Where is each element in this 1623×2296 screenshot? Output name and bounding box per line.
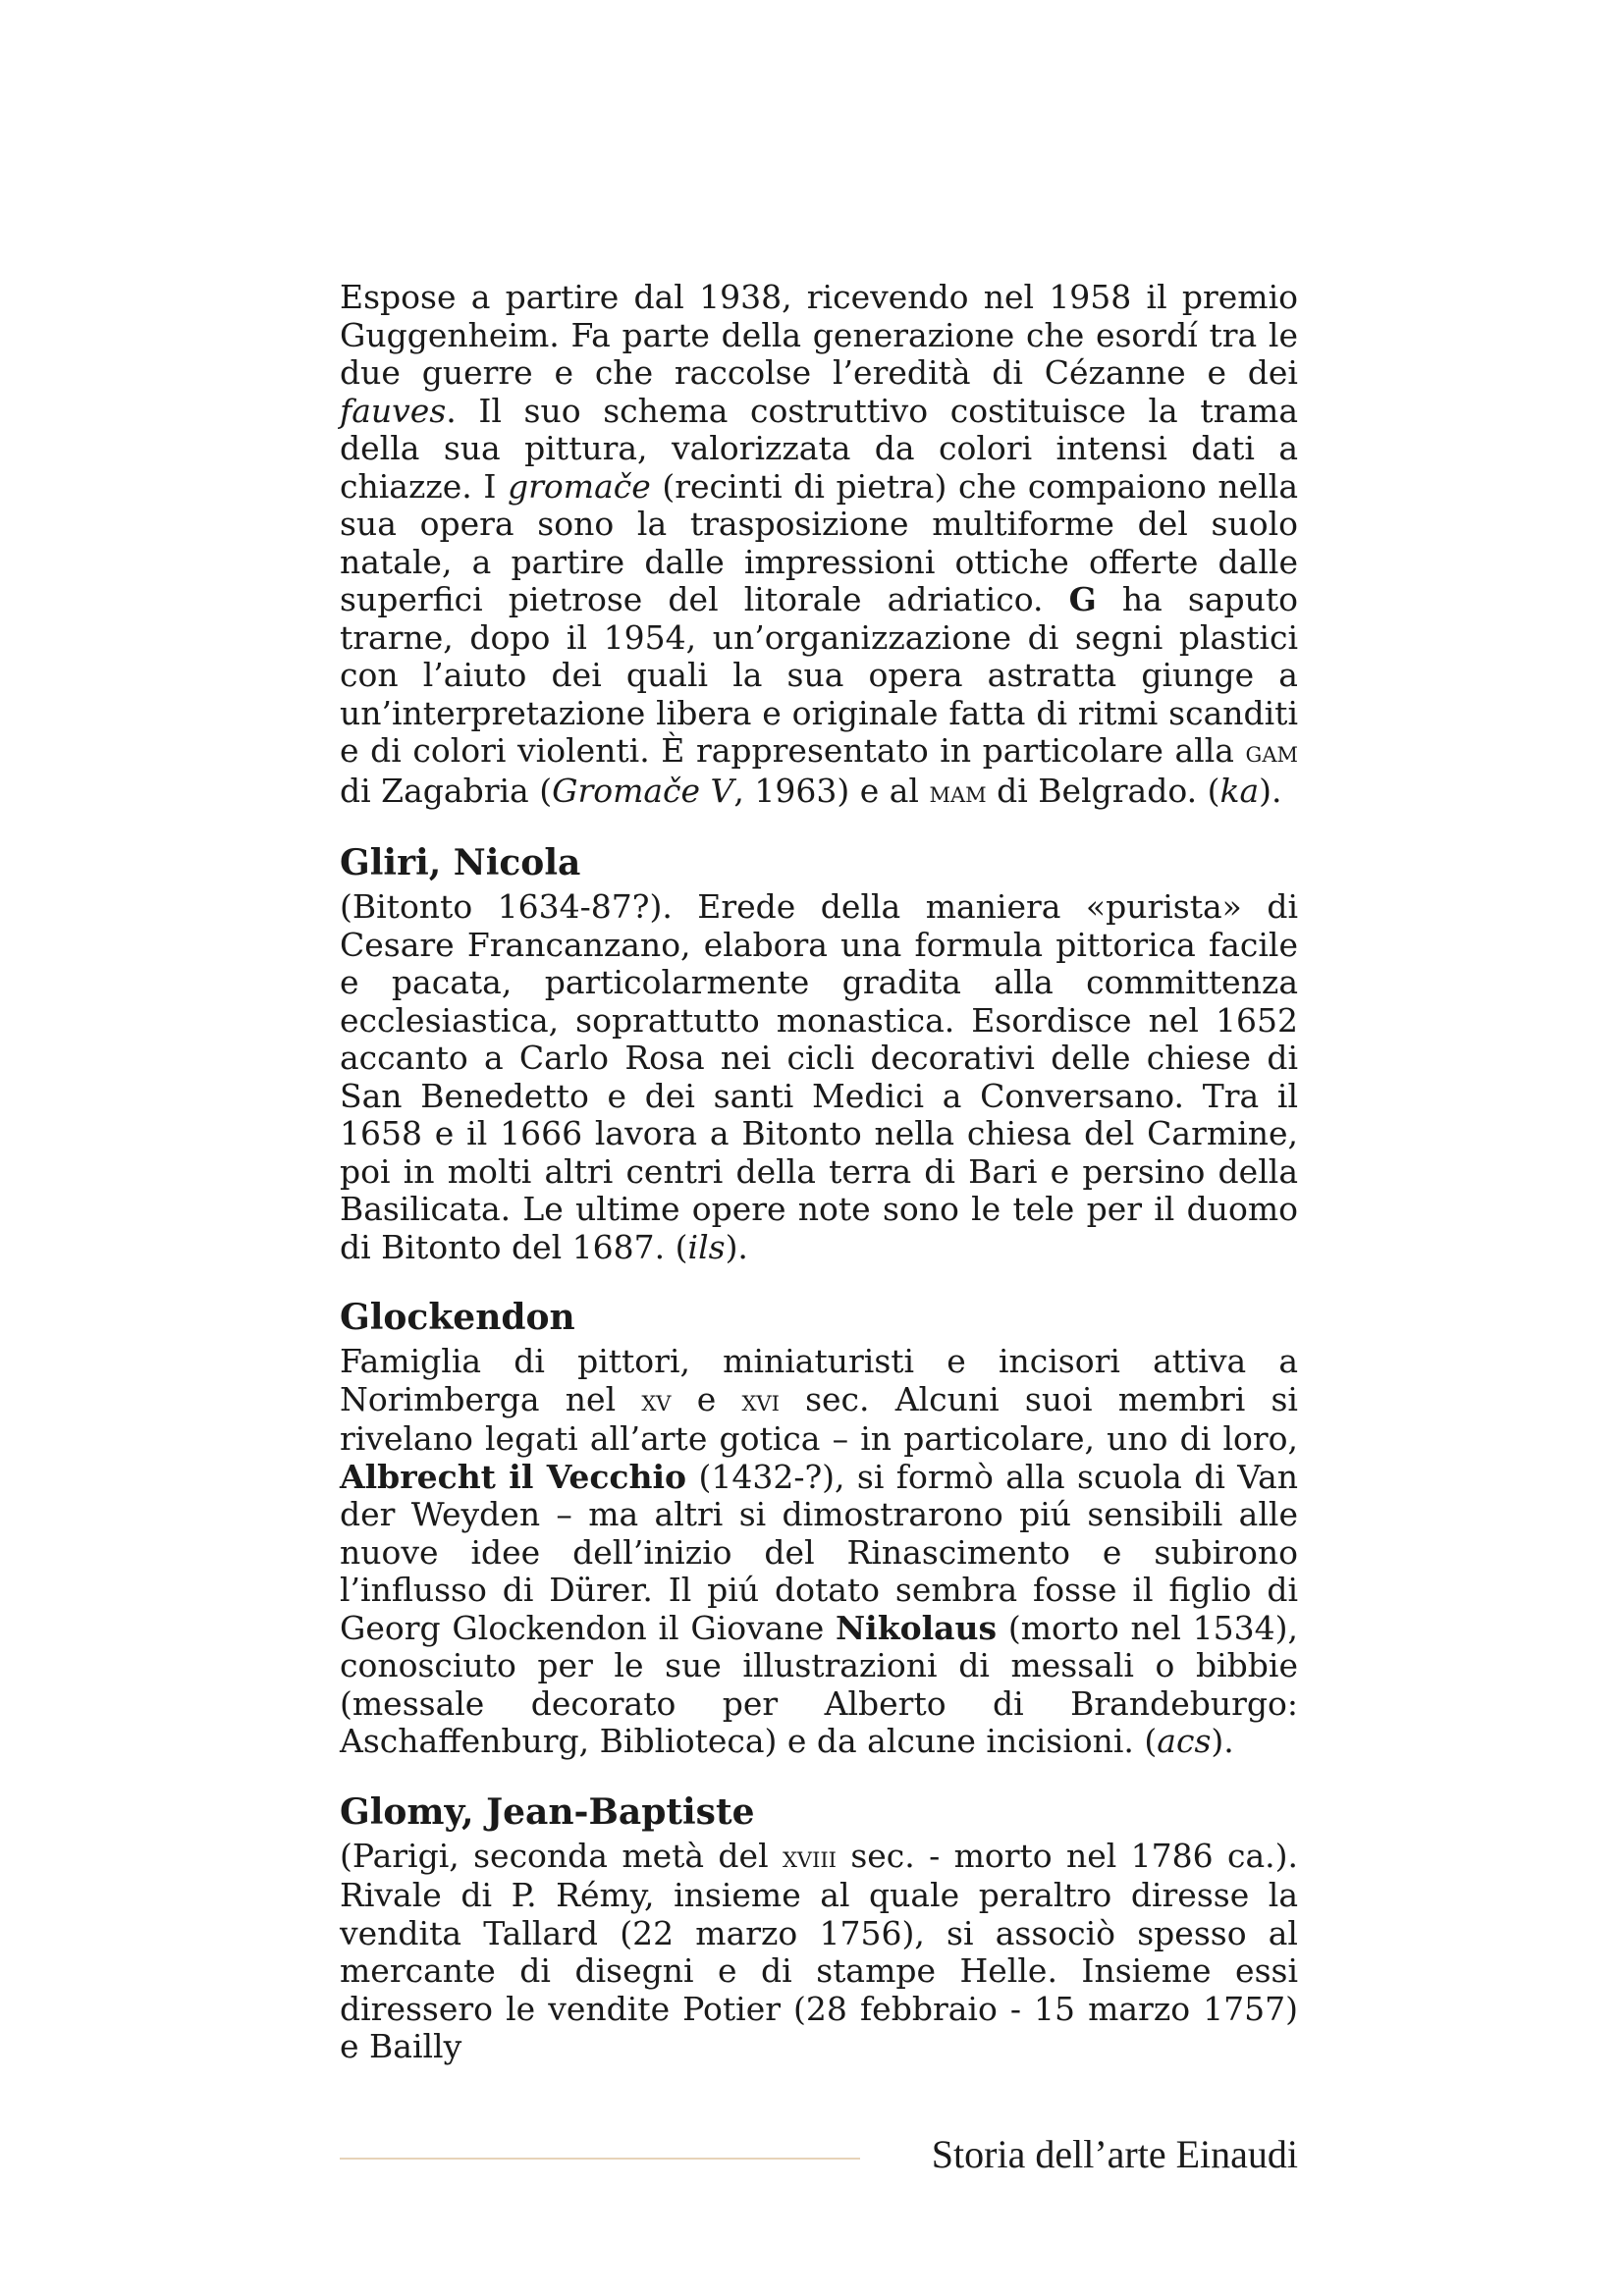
page-body bbox=[340, 279, 1298, 2066]
entry-body bbox=[340, 1838, 1298, 2066]
term-fauves: fauves bbox=[340, 391, 447, 430]
glockendon-text-5: (morto nel 1534), conosciuto per le sue illustrazioni di messali o bibbie (messale decorato per Alberto di Brandeburgo: Aschaffenburg, Biblioteca) e da alcune incisioni. ( bbox=[340, 1608, 1298, 1760]
century-xvi: xvi bbox=[741, 1383, 780, 1418]
abbr-gam: gam bbox=[1245, 735, 1298, 770]
entry-initial: G bbox=[1068, 580, 1097, 618]
author-initials: ka bbox=[1219, 771, 1260, 810]
intro-text-7: di Belgrado. ( bbox=[986, 771, 1220, 810]
glomy-text-1: (Parigi, seconda metà del bbox=[340, 1836, 783, 1875]
glomy-text-2: sec. - morto nel 1786 ca.). Rivale di P. Rémy, insieme al quale peraltro diresse la vendita Tallard (22 marzo 1756), si associò spesso al mercante di disegni e di stampe Helle. Insieme essi diressero le vendite Potier (28 febbraio - 15 marzo 1757) e Bailly bbox=[340, 1836, 1299, 2065]
intro-paragraph bbox=[340, 279, 1298, 812]
name-nikolaus: Nikolaus bbox=[836, 1608, 998, 1647]
gliri-text-1: (Bitonto 1634-87?). Erede della maniera «purista» di Cesare Francanzano, elabora una formula pittorica facile e pacata, particolarmente gradita alla committenza ecclesiastica, soprattutto monastica. Esordisce nel 1652 accanto a Carlo Rosa nei cicli decorativi delle chiese di San Benedetto e dei santi Medici a Conversano. Tra il 1658 e il 1666 lavora a Bitonto nella chiesa del Carmine, poi in molti altri centri della terra di Bari e persino della Basilicata. Le ultime opere note sono le tele per il duomo di Bitonto del 1687. ( bbox=[340, 887, 1298, 1266]
glockendon-text-6: ). bbox=[1211, 1722, 1234, 1760]
glockendon-text-2: e bbox=[671, 1379, 742, 1418]
entry-heading: Glockendon bbox=[340, 1297, 575, 1338]
century-xviii: xviii bbox=[782, 1840, 837, 1875]
entry-glomy bbox=[340, 1790, 1298, 2066]
entry-body bbox=[340, 888, 1298, 1266]
footer-rule bbox=[340, 2158, 860, 2160]
glockendon-text-4: (1432-?), si formò alla scuola di Van der Weyden – ma altri si dimostrarono piú sensibili alle nuove idee dell’inizio del Rinascimento e subirono l’influsso di Dürer. Il piú dotato sembra fosse il figlio di Georg Glockendon il Giovane bbox=[340, 1457, 1298, 1647]
entry-heading: Gliri, Nicola bbox=[340, 842, 581, 883]
footer-title: Storia dell’arte Einaudi bbox=[931, 2132, 1298, 2176]
work-title: Gromače V bbox=[552, 771, 734, 810]
intro-text-2: . Il suo schema costruttivo costituisce la trama della sua pittura, valorizzata da colori intensi dati a chiazze. I bbox=[340, 391, 1298, 506]
intro-text-8: ). bbox=[1259, 771, 1282, 810]
entry-heading: Glomy, Jean-Baptiste bbox=[340, 1790, 755, 1833]
gliri-text-2: ). bbox=[725, 1227, 748, 1266]
entry-gliri bbox=[340, 841, 1298, 1266]
glockendon-text-1: Famiglia di pittori, miniaturisti e incisori attiva a Norimberga nel bbox=[340, 1342, 1298, 1418]
entry-glockendon bbox=[340, 1296, 1298, 1761]
entry-body bbox=[340, 1343, 1298, 1761]
term-gromace: gromače bbox=[508, 466, 651, 506]
intro-text-6: , 1963) e al bbox=[733, 771, 930, 810]
abbr-mam: mam bbox=[929, 774, 987, 810]
century-xv: xv bbox=[641, 1383, 672, 1418]
intro-text-5: di Zagabria ( bbox=[340, 771, 553, 810]
author-initials: ils bbox=[687, 1227, 726, 1266]
intro-text-4: ha saputo trarne, dopo il 1954, un’organizzazione di segni plastici con l’aiuto dei quali la sua opera astratta giunge a un’interpretazione libera e originale fatta di ritmi scanditi e di colori violenti. È rappresentato in particolare alla bbox=[340, 580, 1298, 770]
page-footer bbox=[340, 2130, 1298, 2179]
glockendon-text-3: sec. Alcuni suoi membri si rivelano legati all’arte gotica – in particolare, uno di loro, bbox=[340, 1379, 1298, 1458]
intro-text-1: Espose a partire dal 1938, ricevendo nel 1958 il premio Guggenheim. Fa parte della generazione che esordí tra le due guerre e che raccolse l’eredità di Cézanne e dei bbox=[340, 278, 1298, 392]
intro-text-3: (recinti di pietra) che compaiono nella sua opera sono la trasposizione multiforme del suolo natale, a partire dalle impressioni ottiche offerte dalle superfici pietrose del litorale adriatico. bbox=[340, 466, 1298, 618]
author-initials: acs bbox=[1157, 1722, 1212, 1760]
name-albrecht: Albrecht il Vecchio bbox=[340, 1457, 687, 1496]
